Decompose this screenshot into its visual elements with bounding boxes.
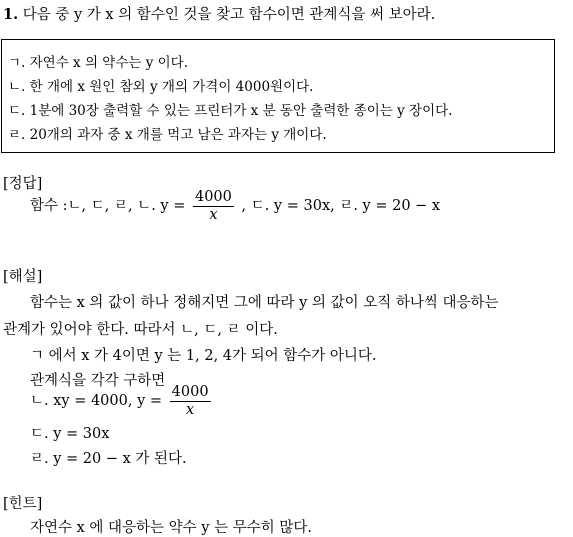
explanation-line-5-prefix: ㄴ. xy = 4000, y = bbox=[30, 393, 163, 410]
answer-suffix: , ㄷ. y = 30x, ㄹ. y = 20 − x bbox=[241, 198, 441, 215]
answer-prefix: 함수 :ㄴ, ㄷ, ㄹ, ㄴ. y = bbox=[30, 198, 186, 215]
option-2: ㄴ. 한 개에 x 원인 참외 y 개의 가격이 4000원이다. bbox=[8, 79, 314, 95]
answer-fraction-numerator: 4000 bbox=[194, 189, 232, 205]
hint-header: [힌트] bbox=[3, 496, 43, 512]
explanation-header: [해설] bbox=[3, 269, 43, 285]
explanation-line-2: 관계가 있어야 한다. 따라서 ㄴ, ㄷ, ㄹ 이다. bbox=[3, 322, 278, 338]
question-text: 다음 중 y 가 x 의 함수인 것을 찾고 함수이면 관계식을 써 보아라. bbox=[22, 7, 436, 23]
explanation-fraction-numerator: 4000 bbox=[171, 384, 209, 400]
answer-line bbox=[30, 189, 440, 223]
answer-fraction-denominator: x bbox=[209, 206, 218, 223]
explanation-line-4: 관계식을 각각 구하면 bbox=[30, 373, 166, 389]
explanation-line-7: ㄹ. y = 20 − x 가 된다. bbox=[30, 451, 187, 467]
option-4: ㄹ. 20개의 과자 중 x 개를 먹고 남은 과자는 y 개이다. bbox=[8, 127, 327, 143]
explanation-line-5 bbox=[30, 384, 214, 418]
options-box bbox=[1, 39, 555, 153]
answer-fraction bbox=[193, 189, 234, 223]
answer-header: [정답] bbox=[3, 176, 43, 192]
question-line bbox=[3, 3, 435, 24]
option-3: ㄷ. 1분에 30장 출력할 수 있는 프린터가 x 분 동안 출력한 종이는 y 장이다. bbox=[8, 103, 453, 119]
explanation-fraction-denominator: x bbox=[186, 401, 195, 418]
question-number: 1. bbox=[3, 6, 19, 23]
hint-text: 자연수 x 에 대응하는 약수 y 는 무수히 많다. bbox=[30, 520, 312, 536]
explanation-line-1: 함수는 x 의 값이 하나 정해지면 그에 따라 y 의 값이 오직 하나씩 대응하는 bbox=[30, 295, 499, 311]
explanation-line-3: ㄱ 에서 x 가 4이면 y 는 1, 2, 4가 되어 함수가 아니다. bbox=[30, 348, 377, 364]
explanation-line-6: ㄷ. y = 30x bbox=[30, 426, 110, 442]
explanation-fraction bbox=[170, 384, 211, 418]
option-1: ㄱ. 자연수 x 의 약수는 y 이다. bbox=[8, 55, 188, 71]
